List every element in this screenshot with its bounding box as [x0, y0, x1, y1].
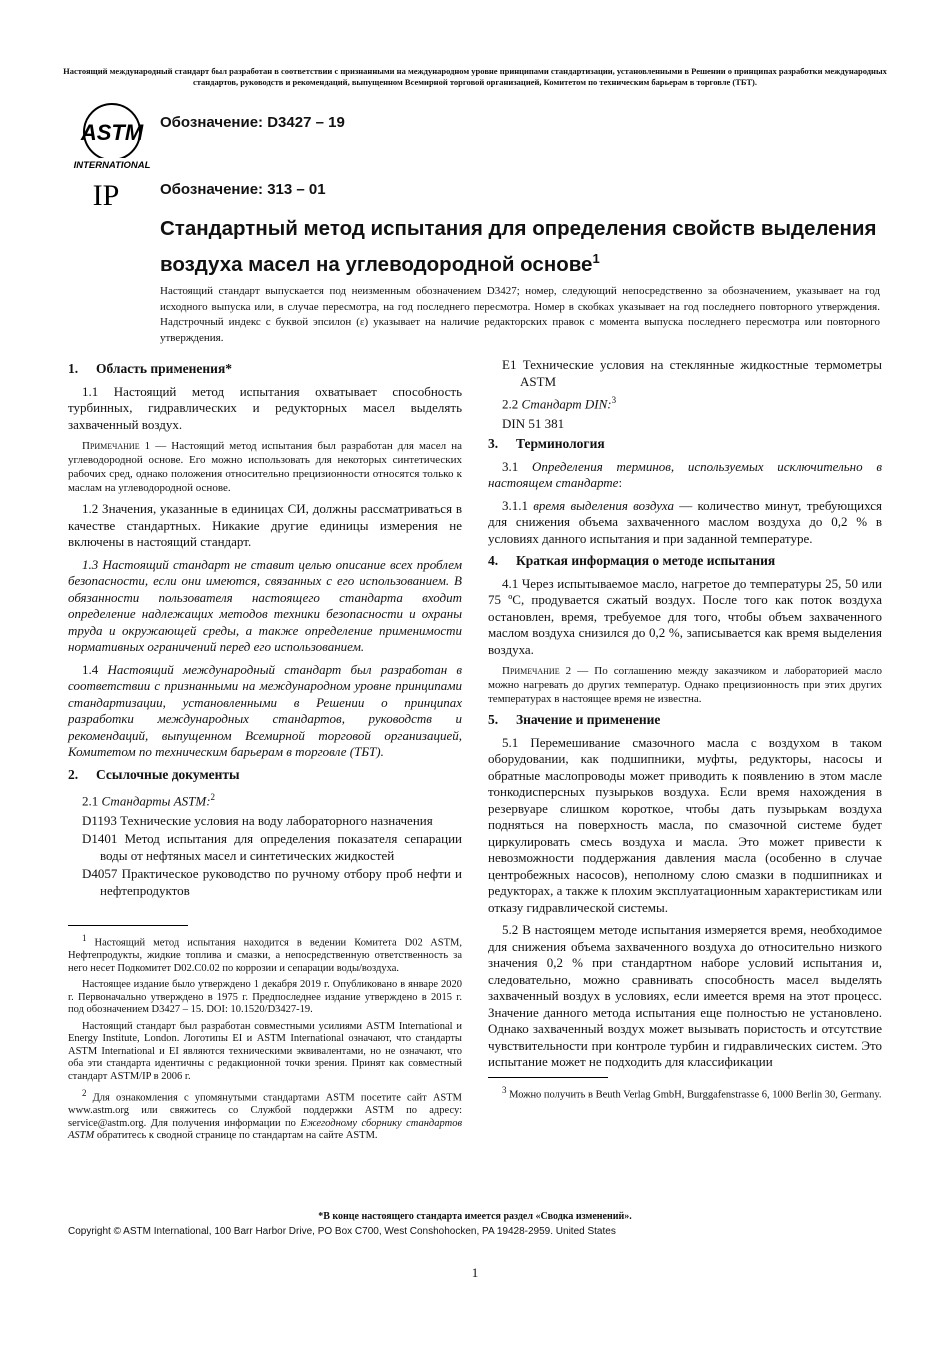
footnote-divider: [68, 925, 188, 926]
footnote-1: $^1$ Настоящий метод испытания находится в ведении Комитета D02 ASTM, Нефтепродукты, жидкие топлива и смазки, а непосредственную ответственность за него несет Подкомитет D02.C0.02 по коррозии и сепарации воды/воздуха.: [68, 933, 462, 974]
footnote-1-joint: Настоящий стандарт был разработан совместными усилиями ASTM International и Energy Institute, London. Логотипы EI и ASTM International означают, что стандарты ASTM International и EI являются техническими эквивалентами, но не означают, что оба эти стандарта идентичны с редакционной точки зрения. Принят как совместный стандарт ASTM/IP в 2006 г.: [68, 1020, 462, 1082]
title-text: Стандартный метод испытания для определения свойств выделения воздуха масел на углеводородной основе: [160, 217, 877, 276]
ref-d1401: D1401 Метод испытания для определения показателя сепарации воды от нефтяных масел и синтетических жидкостей: [82, 831, 462, 863]
ref-d1193: D1193 Технические условия на воду лабораторного назначения: [82, 812, 433, 828]
din-ref: DIN 51 381: [502, 415, 565, 431]
para-3-1-1: 3.1.1 время выделения воздуха — количество минут, требующихся для снижения объема захваченного маслом воздуха до 0,2 % в условиях данного испытания и при заданной температуре.: [488, 497, 882, 546]
right-column: [488, 357, 882, 1106]
section-1-heading: 1. Область применения*: [68, 361, 233, 376]
document-title: [160, 214, 880, 280]
ip-logo-text: IP: [92, 180, 120, 210]
para-2-1: 2.1 Стандарты ASTM:$^2$: [82, 792, 216, 809]
astm-logo-text: ASTM: [80, 120, 144, 145]
para-5-1: 5.1 Перемешивание смазочного масла с воздухом в таком оборудовании, как подшипники, муфты, редукторы, насосы и обратные маслопроводы может приводить к появлению в этом масле тонкодисперсных пузырьков воздуха. Если время нахождения в резервуаре слишком короткое, чтобы дать пузырькам воздуха подняться на поверхность масла, по смазочной системе будет циркулировать смесь воздуха и масла. Это может привести к невозможности поддержания давления масла (особенно в случае центробежных насосов), неполному слою смазки в подшипниках и редукторах, а также к плохим эксплуатационным характеристикам или отказу гидравлической системы.: [488, 734, 882, 915]
section-5-heading: 5. Значение и применение: [488, 712, 661, 728]
ip-logo: [80, 180, 132, 210]
summary-of-changes-notice: *В конце настоящего стандарта имеется раздел «Сводка изменений».: [318, 1211, 632, 1222]
footnote-3: $^3$ Можно получить в Beuth Verlag GmbH, Burggafenstrasse 6, 1000 Berlin 30, Germany.: [502, 1084, 882, 1101]
ref-e1: E1 Технические условия на стеклянные жидкостные термометры ASTM: [502, 357, 882, 389]
footnote-2: $^2$ Для ознакомления с упомянутыми стандартами ASTM посетите сайт ASTM www.astm.org или свяжитесь со Службой поддержки ASTM по адресу: service@astm.org. Для получения информации по Ежегодному сборнику стандартов ASTM обратитесь к сводной странице по стандартам на сайте ASTM.: [68, 1088, 462, 1142]
note-1: Примечание 1 — Настоящий метод испытания был разработан для масел на углеводородной основе. Его можно использовать для некоторых синтетических рабочих сред, однако положения относительно прецизионности относятся только к маслам на углеводородной основе.: [68, 440, 462, 494]
para-1-4: 1.4 Настоящий международный стандарт был разработан в соответствии с признанными на международном уровне принципами стандартизации, установленными в Решении о принципах разработки международных стандартов, руководств и рекомендаций, выпущенном Всемирной торговой организацией, Комитетом по техническим барьерам в торговле (ТБТ).: [68, 661, 463, 759]
ref-d4057: D4057 Практическое руководство по ручному отбору проб нефти и нефтепродуктов: [82, 866, 462, 898]
astm-logo: [68, 102, 156, 172]
issue-note: Настоящий стандарт выпускается под неизменным обозначением D3427; номер, следующий непосредственно за обозначением, указывает на год исходного выпуска или, в случае пересмотра, на год последнего пересмотра. Номер в скобках указывает на год последнего повторного утверждения. Надстрочный индекс с буквой эпсилон (ε) указывает на наличие редакторских правок с момента выпуска последнего пересмотра или повторного утверждения.: [160, 285, 880, 344]
title-footnote-ref: 1: [592, 251, 600, 266]
page-number: 1: [471, 1265, 479, 1280]
astm-logo-subtext: INTERNATIONAL: [73, 160, 151, 171]
section-2-heading: 2. Ссылочные документы: [68, 766, 240, 782]
designation-ip313: Обозначение: 313 – 01: [160, 181, 326, 198]
para-3-1: 3.1 Определения терминов, используемых исключительно в настоящем стандарте:: [488, 458, 882, 491]
left-column: [68, 357, 462, 1147]
footnote-divider-right: [488, 1077, 608, 1078]
copyright: Copyright © ASTM International, 100 Barr Harbor Drive, PO Box C700, West Conshohocken, PA 19428-2959. United States: [68, 1226, 616, 1237]
footnote-1-edition: Настоящее издание было утверждено 1 декабря 2019 г. Опубликовано в январе 2020 г. Первоначально утверждено в 1975 г. Предпоследнее издание утверждено в 2015 г. под обозначением D3427 – 15. DOI: 10.1520/D3427-19.: [68, 979, 462, 1016]
top-notice: Настоящий международный стандарт был разработан в соответствии с признанными на международном уровне принципами стандартизации, установленными в Решении о принципах разработки международных стандартов, руководств и рекомендаций, выпущенном Всемирной торговой организацией, Комитетом по техническим барьерам в торговле (ТБТ).: [63, 66, 887, 87]
note-2: Примечание 2 — По соглашению между заказчиком и лабораторией масло можно нагревать до других температур. Однако прецизионность при этих других температурах в настоящее время не известна.: [488, 665, 882, 706]
para-5-2: 5.2 В настоящем методе испытания измеряется время, необходимое для снижения объема захваченного воздуха до относительно низкого значения 0,2 % при стандартном наборе условий испытания и, следовательно, можно сравнивать способность масел выделять захваченный воздух в условиях, если имеется время на этот процесс. Значение данного метода испытания еще полностью не установлено. Однако захваченный воздух может вызывать пористость и отсутствие чувствительности при контроле турбин и гидравлических систем. Это испытание может не подходить для классификации: [488, 922, 882, 1070]
para-2-2: 2.2 Стандарт DIN:$^3$: [502, 395, 617, 412]
designation-d3427: Обозначение: D3427 – 19: [160, 114, 345, 131]
section-3-heading: 3. Терминология: [488, 436, 605, 452]
para-1-3: 1.3 Настоящий стандарт не ставит целью описание всех проблем безопасности, если они имеются, связанных с его использованием. В обязанности пользователя настоящего стандарта входит определение надлежащих методов техники безопасности и охраны труда и окружающей среды, а также определение применимости нормативных ограничений перед его использованием.: [68, 556, 462, 654]
para-4-1: 4.1 Через испытываемое масло, нагретое до температуры 25, 50 или 75 ºС, продувается сжатый воздух. После того как поток воздуха остановлен, время, требуемое для того, чтобы объем захваченного маслом воздуха снизился до 0,2 %, записывается как время выделения воздуха.: [488, 575, 882, 657]
section-4-heading: 4. Краткая информация о методе испытания: [488, 553, 776, 569]
para-1-2: 1.2 Значения, указанные в единицах СИ, должны рассматриваться в качестве стандартных. Никакие другие единицы измерения не включены в настоящий стандарт.: [68, 501, 462, 549]
para-1-1: 1.1 Настоящий метод испытания охватывает способность турбинных, гидравлических и редукторных масел выделять захваченный воздух.: [68, 383, 462, 432]
